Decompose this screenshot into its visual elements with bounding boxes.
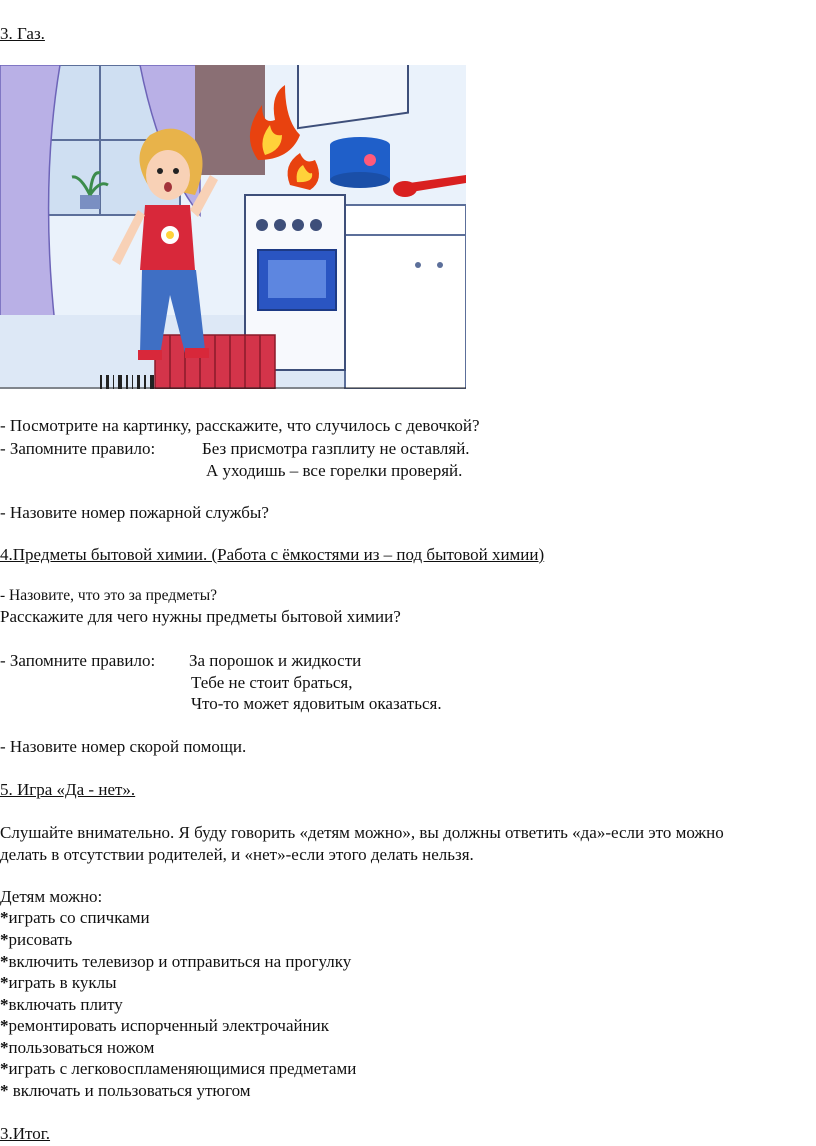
bullet: * [0, 1081, 9, 1100]
bullet: * [0, 1016, 9, 1035]
list-item: *рисовать [0, 930, 73, 949]
bullet: * [0, 952, 9, 971]
question-fire-number: - Назовите номер пожарной службы? [0, 503, 269, 522]
game-intro-line-2: делать в отсутствии родителей, и «нет»-если этого делать нельзя. [0, 845, 474, 864]
bullet: * [0, 1059, 9, 1078]
question-items: - Назовите, что это за предметы? [0, 587, 217, 604]
question-chemistry: Расскажите для чего нужны предметы бытовой химии? [0, 607, 401, 626]
rule-gas-line-2: А уходишь – все горелки проверяй. [206, 461, 463, 480]
list-item: *включать плиту [0, 995, 123, 1014]
list-item: *пользоваться ножом [0, 1038, 155, 1057]
section-5-heading: 5. Игра «Да - нет». [0, 780, 136, 799]
bullet: * [0, 908, 9, 927]
list-item: *включить телевизор и отправиться на прогулку [0, 952, 352, 971]
list-item: * включать и пользоваться утюгом [0, 1081, 251, 1100]
section-3-heading: 3. Газ. [0, 24, 45, 43]
rule-chemistry-line-1: За порошок и жидкости [189, 651, 362, 670]
rule-prefix-gas: - Запомните правило: [0, 439, 156, 458]
question-girl: - Посмотрите на картинку, расскажите, что случилось с девочкой? [0, 416, 480, 435]
rule-chemistry-line-2: Тебе не стоит браться, [191, 673, 353, 692]
question-ambulance-number: - Назовите номер скорой помощи. [0, 737, 247, 756]
rule-chemistry-line-3: Что-то может ядовитым оказаться. [191, 694, 442, 713]
game-intro-line-1: Слушайте внимательно. Я буду говорить «детям можно», вы должны ответить «да»-если это можно [0, 823, 724, 842]
kitchen-fire-illustration [0, 65, 466, 389]
list-item: *играть с легковоспламеняющимися предметами [0, 1059, 357, 1078]
bullet: * [0, 1038, 9, 1057]
list-item: *играть со спичками [0, 908, 150, 927]
bullet: * [0, 995, 9, 1014]
summary-heading: 3.Итог. [0, 1124, 51, 1143]
rule-gas-line-1: Без присмотра газплиту не оставляй. [202, 439, 470, 458]
list-item: *ремонтировать испорченный электрочайник [0, 1016, 330, 1035]
bullet: * [0, 930, 9, 949]
rule-prefix-chemistry: - Запомните правило: [0, 651, 156, 670]
section-4-heading: 4.Предметы бытовой химии. (Работа с ёмкостями из – под бытовой химии) [0, 545, 545, 564]
list-title: Детям можно: [0, 887, 103, 906]
bullet: * [0, 973, 9, 992]
list-item: *играть в куклы [0, 973, 117, 992]
